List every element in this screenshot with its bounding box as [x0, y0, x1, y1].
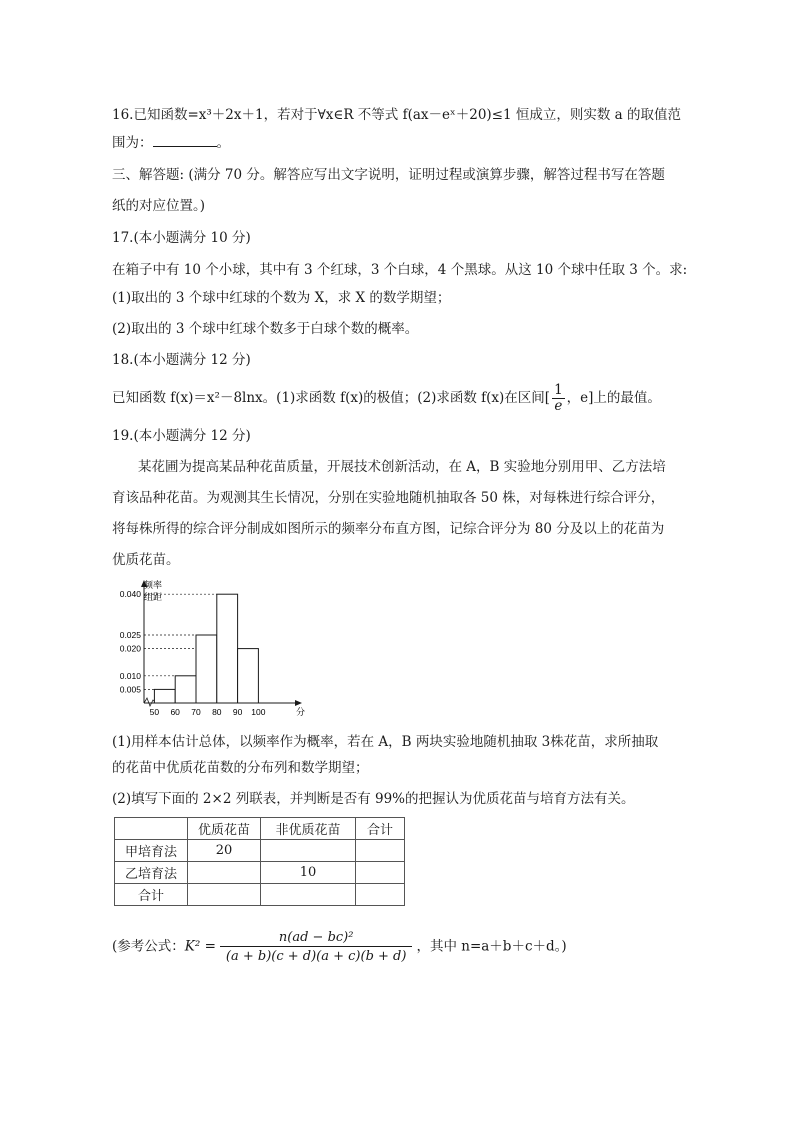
- table-cell[interactable]: [261, 840, 356, 862]
- formula-suffix: ，其中 n=a＋b＋c＋d。): [416, 938, 567, 955]
- q17-line1: 在箱子中有 10 个小球，其中有 3 个红球，3 个白球，4 个黑球。从这 10 个球中任取 3 个。求:: [112, 262, 688, 278]
- q16-answer-prefix: 围为：: [112, 135, 153, 151]
- table-row: [115, 862, 405, 884]
- table-cell[interactable]: [261, 884, 356, 906]
- q19-part2: (2)填写下面的 2×2 列联表，并判断是否有 99%的把握认为优质花苗与培育方法有关。: [112, 791, 635, 807]
- x-tick-label: 100: [251, 707, 266, 717]
- formula-numerator: n(ad − bc)²: [220, 930, 413, 947]
- formula-fraction: [220, 930, 413, 964]
- table-header-cell: [115, 818, 188, 840]
- x-tick-label: 50: [149, 707, 160, 717]
- table-header-row: [115, 818, 405, 840]
- table-row-label: 合计: [115, 884, 188, 906]
- q18-header: 18.(本小题满分 12 分): [112, 352, 251, 368]
- y-tick-label: 0.025: [119, 630, 141, 640]
- q16-answer-suffix: 。: [216, 135, 230, 151]
- histogram-ylabel-top: 频率: [144, 580, 163, 590]
- q17-header: 17.(本小题满分 10 分): [112, 230, 251, 246]
- y-tick-label: 0.040: [119, 589, 141, 600]
- x-tick-label: 80: [212, 707, 222, 717]
- formula-prefix: (参考公式：: [112, 938, 185, 955]
- section3-line1: 三、解答题: (满分 70 分。解答应写出文字说明，证明过程或演算步骤，解答过程书写在答题: [112, 167, 665, 183]
- q17-part1: (1)取出的 3 个球中红球的个数为 X，求 X 的数学期望；: [112, 290, 451, 306]
- table-row: [115, 840, 405, 862]
- table-header-cell: 合计: [356, 818, 405, 840]
- histogram-bar: [196, 635, 217, 703]
- table-cell[interactable]: [188, 884, 261, 906]
- q16-line2: [112, 132, 230, 153]
- histogram-bar: [238, 649, 259, 703]
- contingency-table: [114, 817, 405, 906]
- q19-part1-line1: (1)用样本估计总体，以频率作为概率，若在 A，B 两块实验地随机抽取 3株花苗，求所抽取: [112, 734, 659, 750]
- q16-line1: 16.已知函数=x³＋2x＋1，若对于∀x∈R 不等式 f(ax－eˣ＋20)≤1 恒成立，则实数 a 的取值范: [112, 107, 682, 123]
- q19-paragraph-line2: 育该品种花苗。为观测其生长情况，分别在实验地随机抽取各 50 株，对每株进行综合评分，: [112, 490, 665, 506]
- q19-part1-line2: 的花苗中优质花苗数的分布列和数学期望；: [112, 760, 369, 776]
- table-row-label: 乙培育法: [115, 862, 188, 884]
- y-tick-label: 0.020: [119, 643, 141, 654]
- reference-formula: [112, 930, 567, 964]
- table-cell[interactable]: [188, 862, 261, 884]
- q18-frac-den: e: [554, 398, 563, 414]
- y-tick-label: 0.010: [119, 670, 141, 681]
- table-cell[interactable]: 20: [188, 840, 261, 862]
- q18-fraction: [552, 383, 565, 414]
- q19-paragraph-line1: 某花圃为提高某品种花苗质量，开展技术创新活动，在 A，B 实验地分别用甲、乙方法培: [138, 459, 666, 475]
- q18-text: [112, 383, 661, 414]
- q18-text-pre: 已知函数 f(x)＝x²－8lnx。(1)求函数 f(x)的极值；(2)求函数 f(x)在区间[: [112, 390, 551, 406]
- formula-lhs: K² =: [184, 938, 216, 955]
- section3-line2: 纸的对应位置。): [112, 198, 206, 214]
- y-tick-label: 0.005: [119, 684, 141, 695]
- table-cell[interactable]: [356, 840, 405, 862]
- q18-frac-num: 1: [554, 382, 563, 398]
- histogram-bar: [154, 689, 175, 703]
- table-row-label: 甲培育法: [115, 840, 188, 862]
- x-axis-arrow: [295, 700, 302, 706]
- q19-paragraph-line4: 优质花苗。: [112, 552, 180, 568]
- q16-answer-blank[interactable]: [153, 132, 217, 147]
- histogram-ylabel-bottom: 组距: [144, 592, 163, 602]
- histogram-xlabel: 分: [296, 707, 306, 717]
- table-header-cell: 非优质花苗: [261, 818, 356, 840]
- q19-paragraph-line3: 将每株所得的综合评分制成如图所示的频率分布直方图，记综合评分为 80 分及以上的花苗为: [112, 521, 665, 537]
- x-tick-label: 70: [191, 707, 201, 717]
- table-header-cell: 优质花苗: [188, 818, 261, 840]
- x-tick-label: 60: [170, 707, 180, 717]
- formula-denominator: (a + b)(c + d)(a + c)(b + d): [225, 949, 407, 964]
- table-cell[interactable]: [356, 884, 405, 906]
- histogram-bar: [217, 594, 238, 703]
- table-cell[interactable]: [356, 862, 405, 884]
- table-cell[interactable]: 10: [261, 862, 356, 884]
- q18-text-post: ，e]上的最值。: [566, 390, 661, 406]
- frequency-histogram: [110, 578, 310, 720]
- q17-part2: (2)取出的 3 个球中红球个数多于白球个数的概率。: [112, 321, 419, 337]
- table-row: [115, 884, 405, 906]
- histogram-bar: [175, 676, 196, 703]
- q19-header: 19.(本小题满分 12 分): [112, 428, 251, 444]
- x-tick-label: 90: [232, 707, 243, 717]
